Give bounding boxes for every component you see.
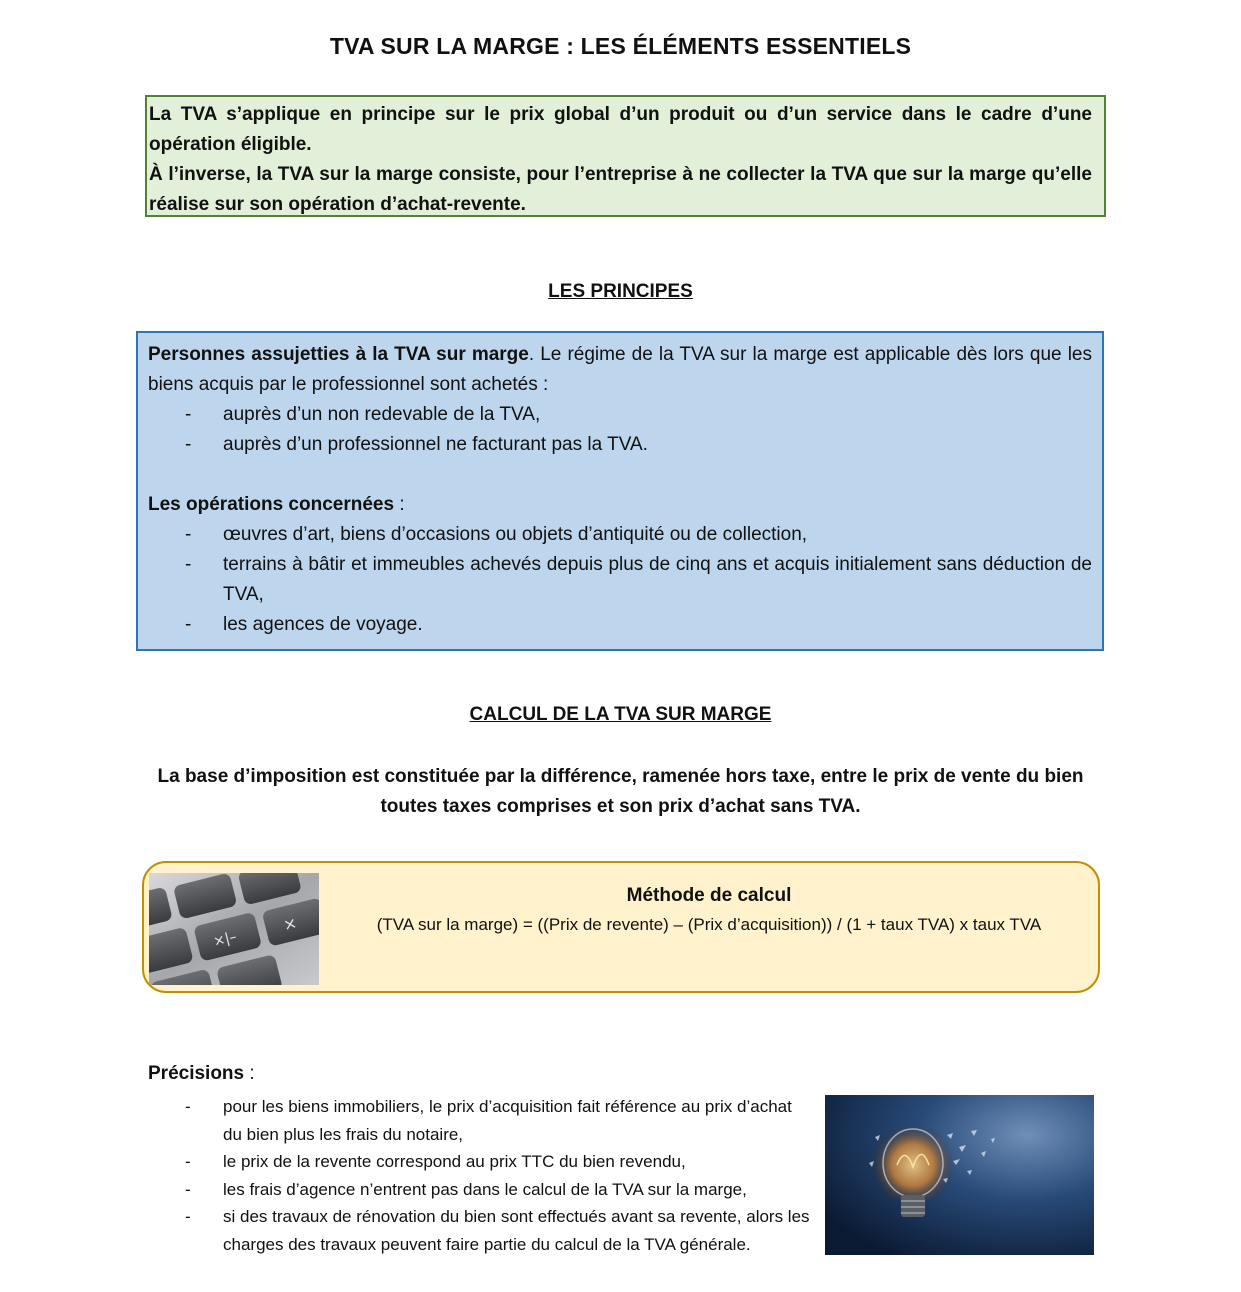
assujetties-paragraph [148,340,1092,400]
spacer [148,460,1092,490]
list-item: - les agences de voyage. [148,610,1092,640]
operations-list [148,520,1092,640]
principes-box [136,331,1104,651]
assujetties-text: . Le régime de la TVA sur la marge est applicable dès lors que les biens acquis par le professionnel sont achetés : [148,344,1092,395]
dash-bullet: - [185,404,192,425]
svg-text:×|–: ×|– [211,928,239,951]
precisions-list [148,1093,810,1258]
dash-bullet: - [185,434,192,455]
calcul-heading: CALCUL DE LA TVA SUR MARGE [469,704,772,725]
calculator-image [149,873,319,985]
intro-paragraph-2: À l’inverse, la TVA sur la marge consiste, pour l’entreprise à ne collecter la TVA que sur la marge qu’elle réalise sur son opération d’achat-revente. [149,164,1092,215]
list-item: - auprès d’un non redevable de la TVA, [148,400,1092,430]
operations-label: Les opérations concernées [148,494,395,515]
list-item: - œuvres d’art, biens d’occasions ou objets d’antiquité ou de collection, [148,520,1092,550]
dash-bullet: - [185,524,192,545]
operations-paragraph: Les opérations concernées : [148,494,405,515]
base-imposition-text: La base d’imposition est constituée par la différence, ramenée hors taxe, entre le prix de vente du bien toutes taxes comprises et son prix d’achat sans TVA. [157,766,1084,817]
method-title: Méthode de calcul [626,885,792,906]
dash-bullet: - [185,1179,191,1199]
lightbulb-image [825,1095,1094,1255]
page-title: TVA SUR LA MARGE : LES ÉLÉMENTS ESSENTIELS [329,33,912,59]
list-item: - auprès d’un professionnel ne facturant pas la TVA. [148,430,1092,460]
assujetties-label: Personnes assujetties à la TVA sur marge [148,344,529,365]
svg-text:×: × [281,912,299,935]
intro-box [145,95,1106,217]
list-item: - le prix de la revente correspond au prix TTC du bien revendu, [148,1148,810,1176]
precisions-label: Précisions : [148,1063,255,1084]
dash-bullet: - [185,1207,191,1226]
list-item: - pour les biens immobiliers, le prix d’acquisition fait référence au prix d’achat du bien plus les frais du notaire, [148,1093,810,1148]
list-item: - si des travaux de rénovation du bien sont effectués avant sa revente, alors les charges des travaux peuvent faire partie du calcul de la TVA générale. [148,1203,810,1258]
dash-bullet: - [185,614,192,635]
dash-bullet: - [185,1097,191,1116]
assujetties-list [148,400,1092,460]
dash-bullet: - [185,1152,191,1171]
method-box [142,861,1100,993]
list-item: - les frais d’agence n’entrent pas dans le calcul de la TVA sur la marge, [148,1176,810,1204]
list-item: - terrains à bâtir et immeubles achevés depuis plus de cinq ans et acquis initialement sans déduction de TVA, [148,550,1092,610]
method-formula: (TVA sur la marge) = ((Prix de revente) – (Prix d’acquisition)) / (1 + taux TVA) x taux TVA [376,915,1042,934]
dash-bullet: - [185,554,192,575]
intro-paragraph-1: La TVA s’applique en principe sur le prix global d’un produit ou d’un service dans le cadre d’une opération éligible. [149,104,1092,155]
principes-heading: LES PRINCIPES [548,281,693,302]
